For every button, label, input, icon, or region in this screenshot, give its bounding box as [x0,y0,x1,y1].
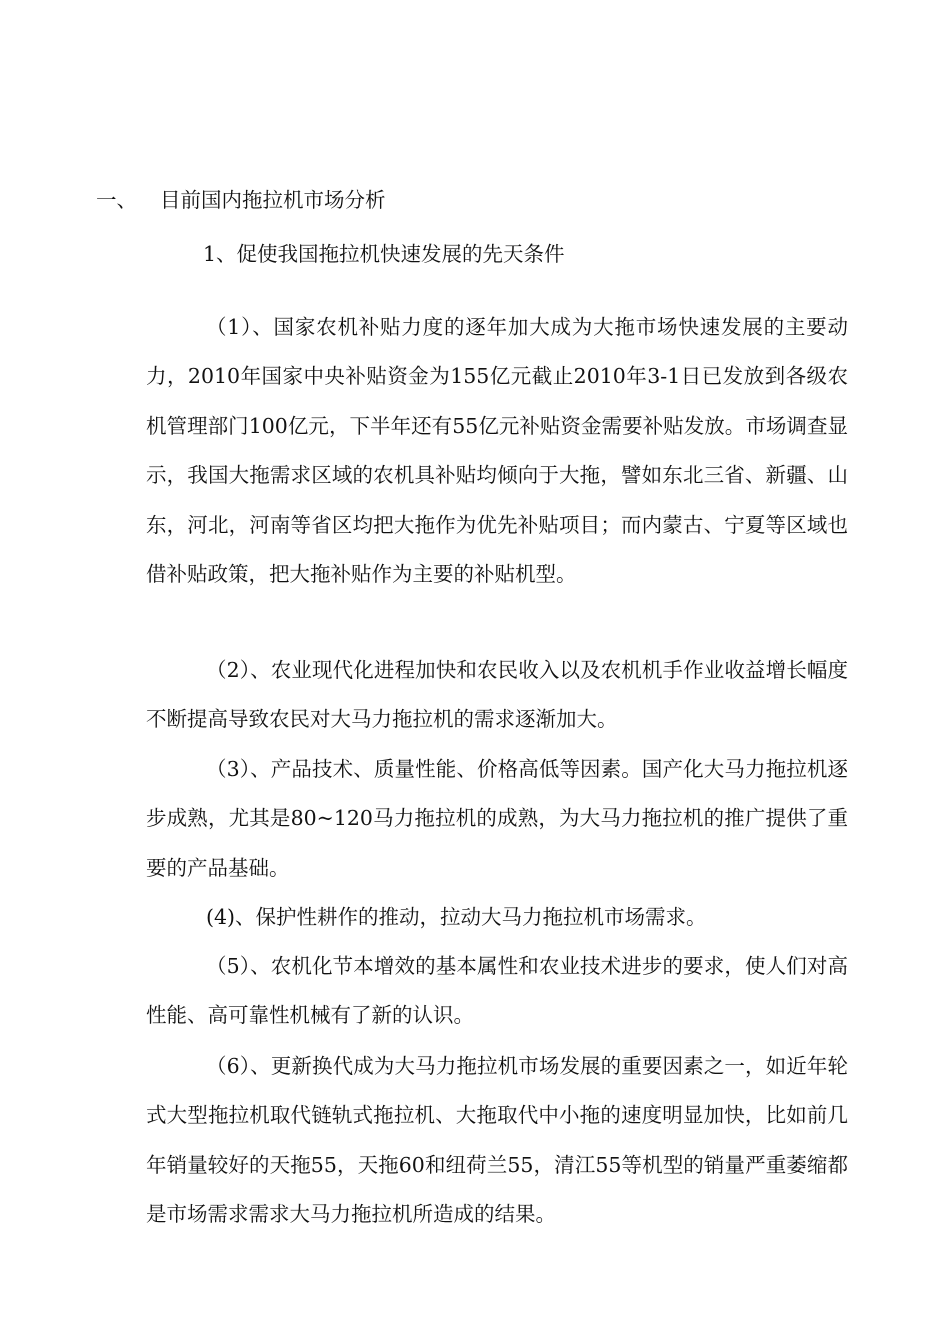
paragraph-efficiency: （5）、农机化节本增效的基本属性和农业技术进步的要求，使人们对高性能、高可靠性机械有了新的认识。 [146,953,848,1027]
section-heading [96,184,856,216]
section-title: 目前国内拖拉机市场分析 [160,188,386,212]
paragraph-subsidy: （1）、国家农机补贴力度的逐年加大成为大拖市场快速发展的主要动力，2010年国家中央补贴资金为155亿元截止2010年3-1日已发放到各级农机管理部门100亿元，下半年还有55亿元补贴资金需要补贴发放。市场调查显示，我国大拖需求区域的农机具补贴均倾向于大拖，譬如东北三省、新疆、山东，河北，河南等省区均把大拖作为优先补贴项目；而内蒙古、宁夏等区域也借补贴政策，把大拖补贴作为主要的补贴机型。 [146,314,848,586]
paragraph-replacement: （6）、更新换代成为大马力拖拉机市场发展的重要因素之一，如近年轮式大型拖拉机取代链轨式拖拉机、大拖取代中小拖的速度明显加快，比如前几年销量较好的天拖55，天拖60和纽荷兰55，清江55等机型的销量严重萎缩都是市场需求需求大马力拖拉机所造成的结果。 [146,1053,848,1226]
paragraph-modernization: （2）、农业现代化进程加快和农民收入以及农机机手作业收益增长幅度不断提高导致农民对大马力拖拉机的需求逐渐加大。 [146,657,848,731]
paragraph-conservation-tillage: (4)、保护性耕作的推动，拉动大马力拖拉机市场需求。 [206,904,707,929]
subsection-heading: 1、促使我国拖拉机快速发展的先天条件 [203,242,565,266]
section-number: 一、 [96,188,137,212]
paragraph-product-technology: （3）、产品技术、质量性能、价格高低等因素。国产化大马力拖拉机逐步成熟，尤其是80~120马力拖拉机的成熟，为大马力拖拉机的推广提供了重要的产品基础。 [146,756,848,880]
